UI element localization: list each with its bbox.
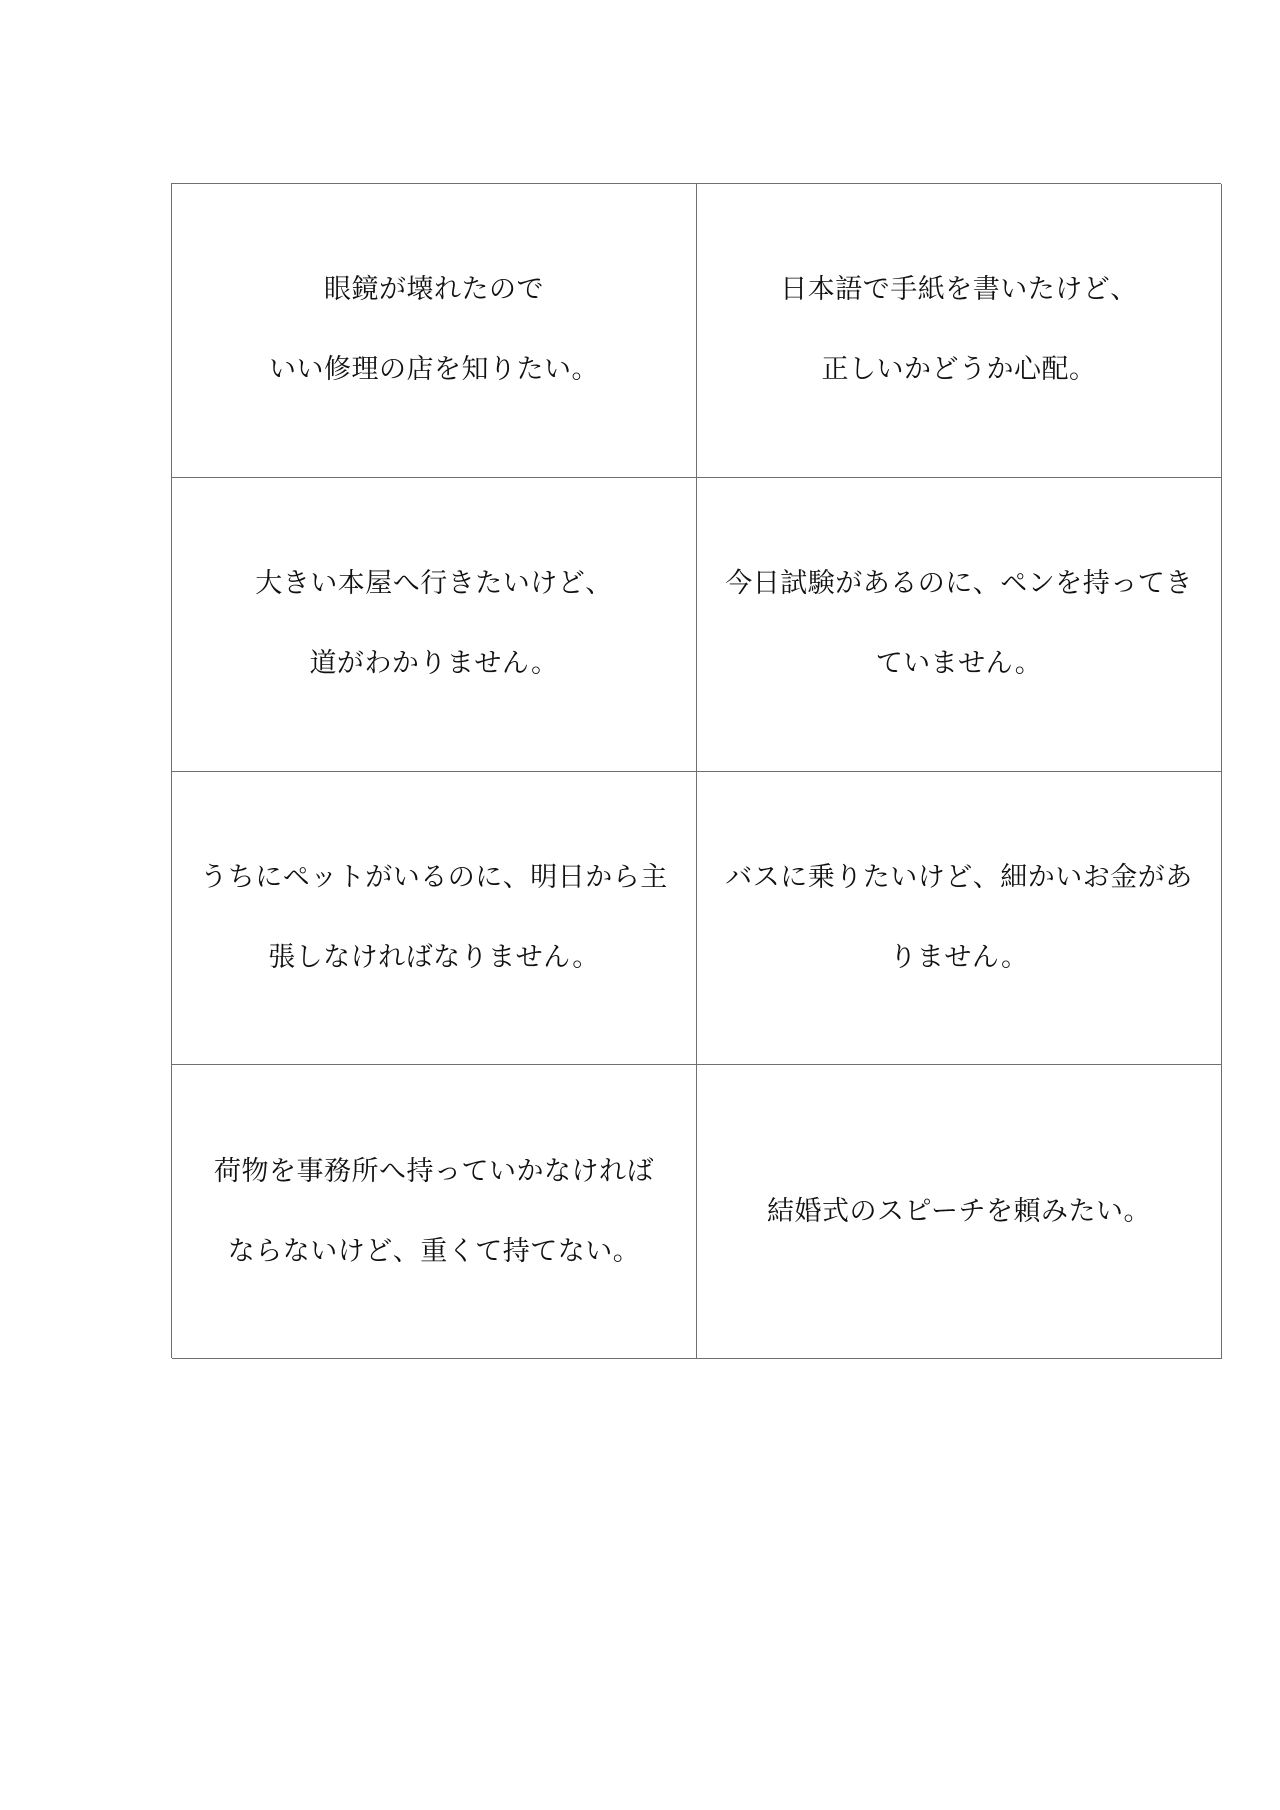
card-6 bbox=[697, 772, 1222, 1066]
card-line: 張しなければなりません。 bbox=[268, 941, 600, 973]
card-line: バスに乗りたいけど、細かいお金があ bbox=[725, 861, 1193, 893]
card-line: 今日試験があるのに、ペンを持ってき bbox=[725, 568, 1193, 600]
card-line: 荷物を事務所へ持っていかなければ bbox=[214, 1155, 654, 1187]
card-line: 大きい本屋へ行きたいけど、 bbox=[255, 568, 613, 600]
card-5 bbox=[172, 772, 697, 1066]
card-line: ならないけど、重くて持てない。 bbox=[227, 1235, 641, 1267]
card-line: 日本語で手紙を書いたけど、 bbox=[780, 274, 1138, 306]
card-4 bbox=[697, 478, 1222, 772]
card-3 bbox=[172, 478, 697, 772]
card-1 bbox=[172, 184, 697, 478]
card-7 bbox=[172, 1065, 697, 1359]
card-line: 正しいかどうか心配。 bbox=[821, 354, 1097, 386]
card-line: 眼鏡が壊れたので bbox=[324, 274, 544, 306]
card-line: 結婚式のスピーチを頼みたい。 bbox=[767, 1195, 1151, 1227]
card-line: いい修理の店を知りたい。 bbox=[269, 354, 599, 386]
card-8 bbox=[697, 1065, 1222, 1359]
card-line: ていません。 bbox=[875, 648, 1043, 680]
card-line: うちにペットがいるのに、明日から主 bbox=[200, 861, 668, 893]
card-grid bbox=[171, 183, 1221, 1358]
card-2 bbox=[697, 184, 1222, 478]
card-line: 道がわかりません。 bbox=[309, 648, 559, 680]
card-line: りません。 bbox=[889, 941, 1029, 973]
